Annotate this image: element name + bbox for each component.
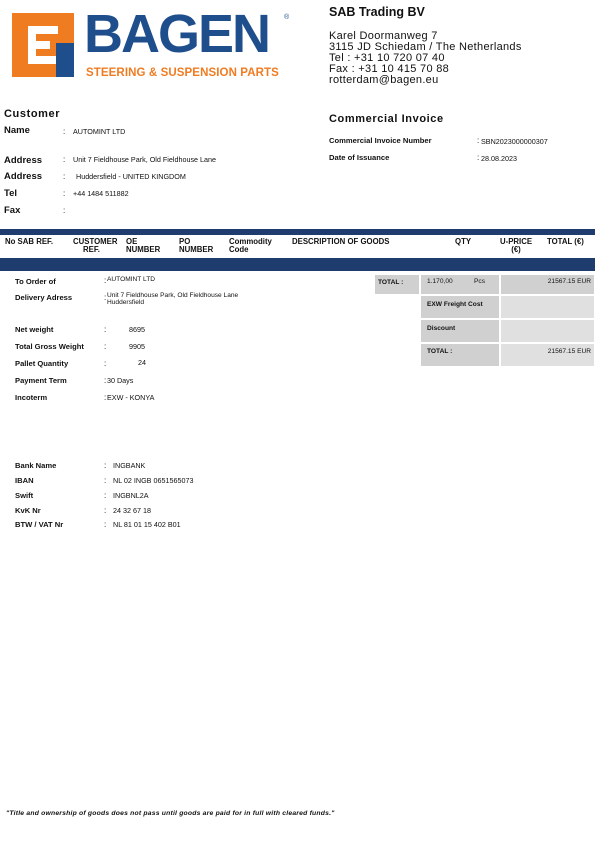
col-qty: QTY [455, 237, 472, 246]
customer-name-label: Name [4, 125, 30, 136]
summary-qty-unit: Pcs [474, 278, 485, 285]
swift-label: Swift [15, 491, 34, 500]
delivery-value [107, 293, 238, 306]
summary-total-value: 21567.15 EUR [547, 278, 591, 285]
customer-address2-sep: : [63, 172, 66, 181]
company-address-line1: Karel Doormanweg 7 [329, 30, 438, 42]
discount-label: Discount [427, 325, 456, 332]
discount-label-cell [420, 319, 500, 343]
invoice-title: Commercial Invoice [329, 113, 444, 125]
customer-address2-label: Address [4, 171, 43, 182]
invoice-number-label: Commercial Invoice Number [329, 136, 432, 145]
customer-fax-sep: : [63, 206, 66, 215]
grand-total-label-cell [420, 343, 500, 367]
col-no-sab-ref: No SAB REF. [5, 237, 54, 246]
invoice-number-sep: : [477, 136, 480, 145]
iban-value: NL 02 INGB 0651565073 [113, 476, 194, 485]
vat-value: NL 81 01 15 402 B01 [113, 520, 181, 529]
pallet-quantity-label: Pallet Quantity [15, 359, 69, 368]
delivery-value-line2: Huddersfield [107, 298, 145, 306]
summary-total-value-cell [500, 274, 595, 295]
vat-sep: : [104, 520, 107, 529]
gross-weight-sep: : [104, 342, 107, 351]
col-commodity-code [229, 238, 272, 254]
customer-tel-sep: : [63, 189, 66, 198]
payment-term-value: 30 Days [107, 376, 134, 385]
table-header-top-bar [0, 229, 595, 235]
col-customer-ref [73, 238, 117, 254]
grand-total-value: 21567.15 EUR [547, 348, 591, 355]
col-customer-ref-line1: CUSTOMER [73, 237, 118, 246]
bank-name-sep: : [104, 461, 107, 470]
grand-total-value-cell [500, 343, 595, 367]
customer-fax-label: Fax [4, 205, 21, 216]
col-description: DESCRIPTION OF GOODS [292, 237, 390, 246]
customer-address1-value: Unit 7 Fieldhouse Park, Old Fieldhouse Lane [73, 155, 217, 164]
col-oe-number [126, 238, 160, 254]
col-total: TOTAL (€) [547, 237, 584, 246]
customer-address2-value: Huddersfield - UNITED KINGDOM [76, 172, 186, 181]
to-order-label: To Order of [15, 277, 56, 286]
incoterm-label: Incoterm [15, 393, 48, 402]
customer-name-value: AUTOMINT LTD [73, 127, 126, 136]
iban-label: IBAN [15, 476, 34, 485]
customer-tel-label: Tel [4, 188, 18, 199]
customer-section-title: Customer [4, 108, 61, 120]
company-address-line2: 3115 JD Schiedam / The Netherlands [329, 41, 522, 53]
summary-qty-cell [420, 274, 500, 295]
delivery-sep: : [104, 293, 107, 302]
swift-sep: : [104, 491, 107, 500]
gross-weight-value: 9905 [129, 342, 145, 351]
col-commodity-line1: Commodity [229, 237, 272, 246]
payment-term-sep: : [104, 376, 107, 385]
incoterm-sep: : [104, 393, 107, 402]
discount-value-cell [500, 319, 595, 343]
invoice-date-label: Date of Issuance [329, 153, 390, 162]
col-uprice-line2: (€) [511, 245, 521, 254]
col-oe-number-line1: OE [126, 237, 138, 246]
bagen-logo-mark-icon [12, 13, 74, 77]
net-weight-sep: : [104, 325, 107, 334]
freight-value-cell [500, 295, 595, 319]
summary-total-label: TOTAL : [378, 279, 404, 286]
customer-tel-value: +44 1484 511882 [73, 189, 129, 198]
col-commodity-line2: Code [229, 245, 249, 254]
invoice-date-sep: : [477, 153, 480, 162]
customer-address1-label: Address [4, 155, 43, 166]
freight-label-cell [420, 295, 500, 319]
col-customer-ref-line2: REF. [83, 245, 100, 254]
brand-name: BAGEN [84, 4, 270, 64]
delivery-label: Delivery Adress [15, 293, 73, 302]
pallet-quantity-sep: : [104, 359, 107, 368]
delivery-value-line1: Unit 7 Fieldhouse Park, Old Fieldhouse Lane [107, 292, 239, 299]
to-order-sep: : [104, 276, 107, 285]
kvk-sep: : [104, 506, 107, 515]
customer-address1-sep: : [63, 155, 66, 164]
grand-total-label: TOTAL : [427, 348, 453, 355]
bank-name-value: INGBANK [113, 461, 146, 470]
vat-label: BTW / VAT Nr [15, 520, 64, 529]
company-fax: Fax : +31 10 415 70 88 [329, 63, 450, 75]
col-po-number-line1: PO [179, 237, 191, 246]
swift-value: INGBNL2A [113, 491, 149, 500]
registered-mark: ® [284, 14, 290, 21]
col-uprice [495, 238, 537, 254]
footer-note: "Title and ownership of goods does not pass until goods are paid for in full with cleared funds." [6, 810, 335, 817]
kvk-label: KvK Nr [15, 506, 41, 515]
net-weight-value: 8695 [129, 325, 145, 334]
table-header-bottom-bar [0, 258, 595, 271]
kvk-value: 24 32 67 18 [113, 506, 151, 515]
pallet-quantity-value: 24 [138, 358, 146, 367]
invoice-date-value: 28.08.2023 [481, 154, 517, 163]
summary-total-label-cell [374, 274, 420, 295]
payment-term-label: Payment Term [15, 376, 67, 385]
incoterm-value: EXW - KONYA [107, 393, 155, 402]
company-name: SAB Trading BV [329, 5, 425, 19]
brand-tagline: STEERING & SUSPENSION PARTS [86, 67, 279, 79]
iban-sep: : [104, 476, 107, 485]
col-uprice-line1: U-PRICE [499, 237, 533, 246]
summary-qty-value: 1.170,00 [427, 278, 453, 285]
customer-name-sep: : [63, 127, 66, 136]
company-email: rotterdam@bagen.eu [329, 74, 439, 86]
col-po-number [179, 238, 213, 254]
bank-name-label: Bank Name [15, 461, 57, 470]
net-weight-label: Net weight [15, 325, 54, 334]
invoice-number-value: SBN2023000000307 [481, 137, 548, 146]
freight-label: EXW Freight Cost [427, 301, 483, 308]
company-tel: Tel : +31 10 720 07 40 [329, 52, 445, 64]
col-po-number-line2: NUMBER [179, 245, 214, 254]
gross-weight-label: Total Gross Weight [15, 342, 84, 351]
to-order-value: AUTOMINT LTD [107, 276, 155, 283]
col-oe-number-line2: NUMBER [126, 245, 161, 254]
